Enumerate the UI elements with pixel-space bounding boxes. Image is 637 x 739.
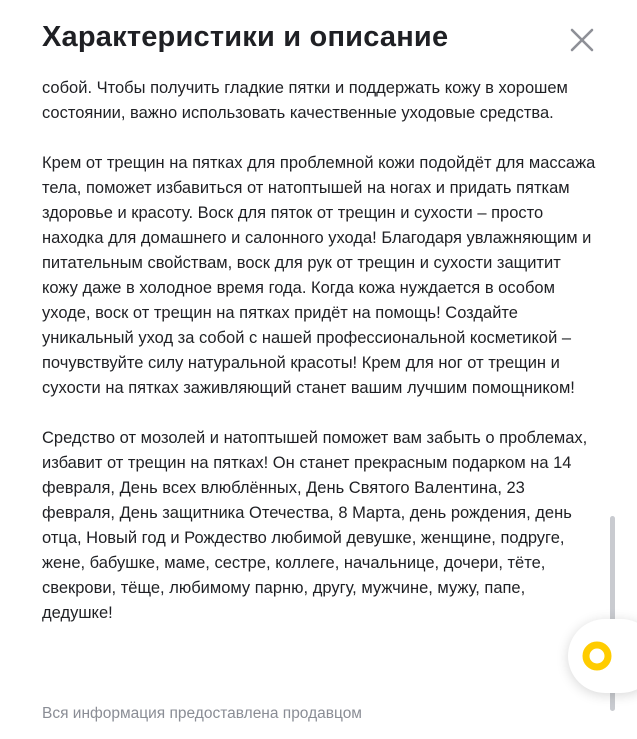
description-text <box>42 76 597 626</box>
bottom-fade <box>0 726 637 739</box>
close-button[interactable] <box>566 27 598 53</box>
seller-info-note: Вся информация предоставлена продавцом <box>42 705 362 722</box>
chat-ring-icon <box>582 641 612 671</box>
description-paragraph: Средство от мозолей и натоптышей поможет вам забыть о проблемах, избавит от трещин на пятках! Он станет прекрасным подарком на 14 февраля, День всех влюблённых, День Святого Валентина, 23 февраля, День защитника Отечества, 8 Марта, день рождения, день отца, Новый год и Рождество любимой девушке, женщине, подруге, жене, бабушке, маме, сестре, коллеге, начальнице, дочери, тёте, свекрови, тёще, любимому парню, другу, мужчине, мужу, папе, дедушке! <box>42 429 588 622</box>
description-paragraph: Крем от трещин на пятках для проблемной кожи подойдёт для массажа тела, поможет избавиться от натоптышей на ногах и придать пяткам здоровье и красоту. Воск для пяток от трещин и сухости – просто находка для домашнего и салонного ухода! Благодаря увлажняющим и питательным свойствам, воск для рук от трещин и сухости защитит кожу даже в холодное время года. Когда кожа нуждается в особом уходе, воск от трещин на пятках придёт на помощь! Создайте уникальный уход за собой с нашей профессиональной косметикой – почувствуйте силу натуральной красоты! Крем для ног от трещин и сухости на пятках заживляющий станет вашим лучшим помощником! <box>42 154 596 397</box>
chat-button[interactable] <box>568 619 637 693</box>
modal-title: Характеристики и описание <box>42 21 449 53</box>
close-icon <box>566 27 598 53</box>
description-paragraph: собой. Чтобы получить гладкие пятки и поддержать кожу в хорошем состоянии, важно использовать качественные уходовые средства. <box>42 79 568 122</box>
